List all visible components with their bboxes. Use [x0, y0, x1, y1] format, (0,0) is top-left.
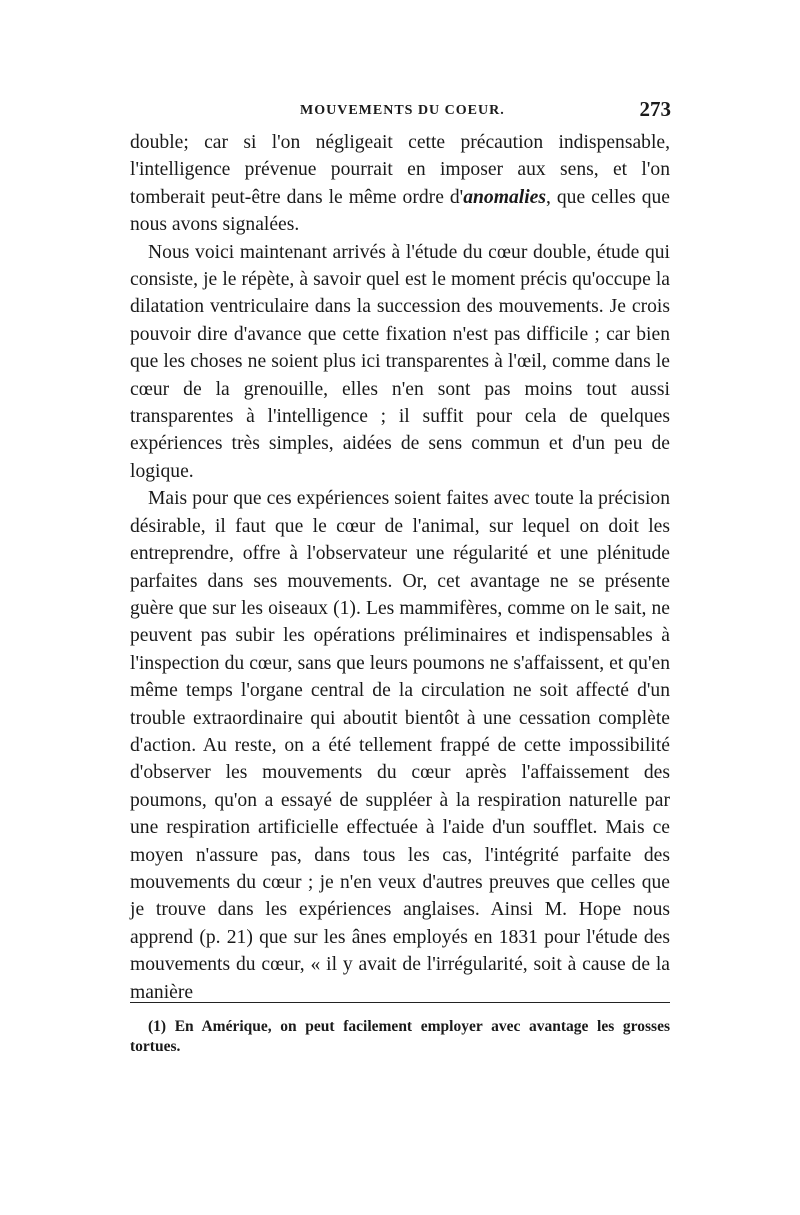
page-header [130, 97, 675, 127]
paragraph-1-end: , que celles que nous avons signalées. [130, 186, 671, 236]
page-number: 273 [639, 97, 671, 121]
paragraph-3: Mais pour que ces expériences soient faites avec toute la précision désirable, il faut que le cœur de l'animal, sur lequel on doit les entreprendre, offre à l'observateur une régularité et une plénitude parfaites dans ses mouvements. Or, cet avantage ne se présente guère que sur les oiseaux (1). Les mammifères, comme on le sait, ne peuvent pas subir les opérations préliminaires et indispensables à l'inspection du cœur, sans que leurs poumons ne s'affaissent, et qu'en même temps l'organe central de la circulation ne soit affecté d'un trouble extraordinaire qui aboutit bientôt à une cessation complète d'action. Au reste, on a été tellement frappé de cette impossibilité d'observer les mouvements du cœur après l'affaissement des poumons, qu'on a essayé de suppléer à la respiration naturelle par une respiration artificielle effectuée à l'aide d'un soufflet. Mais ce moyen n'assure pas, dans tous les cas, l'intégrité parfaite des mouvements du cœur ; je n'en veux d'autres preuves que celles que je trouve dans les expériences anglaises. Ainsi M. Hope nous apprend (p. 21) que sur les ânes employés en 1831 pour l'étude des mouvements du cœur, « il y avait de l'irrégularité, soit à cause de la manière [130, 488, 670, 1003]
paragraph-1-text: double; car si l'on négligeait cette précaution indispensable, l'intelligence prévenue pourrait en imposer aux sens, et l'on tomberait peut-être dans le même ordre d' [130, 132, 670, 208]
paragraph-2: Nous voici maintenant arrivés à l'étude du cœur double, étude qui consiste, je le répète, à savoir quel est le moment précis qu'occupe la dilatation ventriculaire dans la succession des mouvements. Je crois pouvoir dire d'avance que cette fixation n'est pas difficile ; car bien que les choses ne soient plus ici transparentes à l'œil, comme dans le cœur de la grenouille, elles n'en sont pas moins tout aussi transparentes à l'intelligence ; il suffit pour cela de quelques expériences très simples, aidées de sens commun et d'un peu de logique. [130, 241, 670, 482]
running-title: MOUVEMENTS DU COEUR. [300, 103, 505, 118]
footnote-divider [130, 1002, 670, 1003]
paragraph-1 [130, 129, 670, 239]
emphasis-anomalies: anomalies [463, 186, 546, 208]
body-text [130, 129, 670, 1006]
footnote-text: (1) En Amérique, on peut facilement employer avec avantage les grosses tortues. [130, 1018, 670, 1055]
footnote [130, 1017, 670, 1057]
